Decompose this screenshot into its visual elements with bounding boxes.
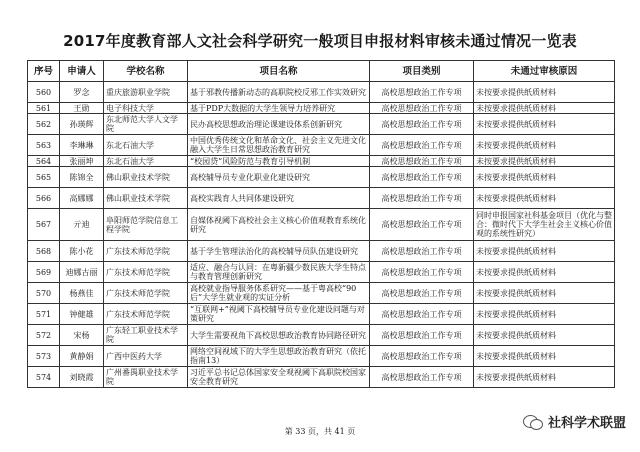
- cell-reason: 未按要求提供纸质材料: [474, 114, 615, 135]
- header-reason: 未通过审核原因: [474, 61, 615, 82]
- cell-reason: 未按要求提供纸质材料: [474, 262, 615, 283]
- table-row: [28, 209, 615, 241]
- cell-no: 562: [28, 114, 60, 135]
- cell-reason: 未按要求提供纸质材料: [474, 82, 615, 103]
- cell-school: 东北师范大学人文学院: [104, 114, 188, 135]
- cell-applicant: 孙瑛辉: [60, 114, 104, 135]
- cell-applicant: 钟健雄: [60, 304, 104, 325]
- cell-no: 567: [28, 209, 60, 241]
- cell-category: 高校思想政治工作专项: [370, 156, 474, 167]
- cell-no: 564: [28, 156, 60, 167]
- wechat-icon: [523, 414, 543, 430]
- cell-project: 自媒体视阈下高校社会主义核心价值观教育系统化研究: [188, 209, 370, 241]
- cell-no: 560: [28, 82, 60, 103]
- cell-reason: 未按要求提供纸质材料: [474, 283, 615, 304]
- cell-reason: 未按要求提供纸质材料: [474, 367, 615, 388]
- cell-reason: 未按要求提供纸质材料: [474, 241, 615, 262]
- cell-category: 高校思想政治工作专项: [370, 304, 474, 325]
- cell-school: 广东技术师范学院: [104, 283, 188, 304]
- cell-no: 572: [28, 325, 60, 346]
- header-category: 项目类别: [370, 61, 474, 82]
- watermark-text: 社科学术联盟: [547, 416, 626, 431]
- table-row: [28, 156, 615, 167]
- table-row: [28, 103, 615, 114]
- cell-reason: 未按要求提供纸质材料: [474, 156, 615, 167]
- cell-reason: 未按要求提供纸质材料: [474, 167, 615, 188]
- watermark: [523, 412, 626, 431]
- header-applicant: 申请人: [60, 61, 104, 82]
- table-header-row: [28, 61, 615, 82]
- cell-no: 568: [28, 241, 60, 262]
- cell-no: 570: [28, 283, 60, 304]
- page-footer: 第 33 页，共 41 页: [284, 427, 356, 436]
- cell-applicant: 宋杨: [60, 325, 104, 346]
- table-row: [28, 325, 615, 346]
- cell-school: 广西中医药大学: [104, 346, 188, 367]
- table-row: [28, 114, 615, 135]
- cell-category: 高校思想政治工作专项: [370, 209, 474, 241]
- cell-project: “互联网+”视阈下高校辅导员专业化建设问题与对策研究: [188, 304, 370, 325]
- cell-no: 563: [28, 135, 60, 156]
- cell-school: 佛山职业技术学院: [104, 188, 188, 209]
- cell-project: 习近平总书记总体国家安全观视阈下高职院校国家安全教育研究: [188, 367, 370, 388]
- cell-no: 565: [28, 167, 60, 188]
- cell-reason: 未按要求提供纸质材料: [474, 325, 615, 346]
- cell-project: 高校辅导员专业化职业化建设研究: [188, 167, 370, 188]
- cell-category: 高校思想政治工作专项: [370, 114, 474, 135]
- cell-reason: 未按要求提供纸质材料: [474, 304, 615, 325]
- cell-school: 阜阳师范学院信息工程学院: [104, 209, 188, 241]
- cell-project: 网络空间视域下的大学生思想政治教育研究（依托指南13）: [188, 346, 370, 367]
- cell-project: 基于邪教传播新动态的高职院校反邪工作实效研究: [188, 82, 370, 103]
- cell-project: 高校实践育人共同体建设研究: [188, 188, 370, 209]
- cell-school: 电子科技大学: [104, 103, 188, 114]
- table-row: [28, 82, 615, 103]
- header-school: 学校名称: [104, 61, 188, 82]
- page-title: 2017年度教育部人文社会科学研究一般项目申报材料审核未通过情况一览表: [63, 32, 577, 50]
- cell-project: 适应、融合与认同：在粤新疆少数民族大学生特点与教育管理创新研究: [188, 262, 370, 283]
- cell-school: 广东技术师范学院: [104, 241, 188, 262]
- cell-applicant: 罗念: [60, 82, 104, 103]
- table-row: [28, 304, 615, 325]
- table-row: [28, 367, 615, 388]
- cell-applicant: 刘晓霞: [60, 367, 104, 388]
- cell-reason: 未按要求提供纸质材料: [474, 103, 615, 114]
- cell-project: 基于学生管理法治化的高校辅导员队伍建设研究: [188, 241, 370, 262]
- review-table: [27, 60, 615, 388]
- table-row: [28, 262, 615, 283]
- cell-no: 571: [28, 304, 60, 325]
- table-row: [28, 241, 615, 262]
- cell-reason: 未按要求提供纸质材料: [474, 346, 615, 367]
- cell-applicant: 陈锦全: [60, 167, 104, 188]
- cell-category: 高校思想政治工作专项: [370, 262, 474, 283]
- cell-school: 东北石油大学: [104, 135, 188, 156]
- cell-applicant: 杨燕佳: [60, 283, 104, 304]
- cell-reason: 未按要求提供纸质材料: [474, 135, 615, 156]
- cell-project: “校园贷”风险防范与教育引导机制: [188, 156, 370, 167]
- cell-school: 佛山职业技术学院: [104, 167, 188, 188]
- cell-no: 561: [28, 103, 60, 114]
- cell-reason: 同时申报国家社科基金项目（优化与整合：微时代下大学生社会主义核心价值观的系统性研究）: [474, 209, 615, 241]
- cell-project: 高校就业指导服务体系研究——基于粤高校“90后”大学生就业观的实证分析: [188, 283, 370, 304]
- cell-category: 高校思想政治工作专项: [370, 283, 474, 304]
- cell-category: 高校思想政治工作专项: [370, 167, 474, 188]
- cell-applicant: 高娜娜: [60, 188, 104, 209]
- cell-no: 574: [28, 367, 60, 388]
- cell-category: 高校思想政治工作专项: [370, 135, 474, 156]
- cell-applicant: 亓迪: [60, 209, 104, 241]
- table-row: [28, 283, 615, 304]
- table-row: [28, 188, 615, 209]
- cell-school: 广东技术师范学院: [104, 304, 188, 325]
- cell-applicant: 张丽坤: [60, 156, 104, 167]
- cell-school: 广州番禺职业技术学院: [104, 367, 188, 388]
- cell-applicant: 李琳琳: [60, 135, 104, 156]
- cell-project: 中国优秀传统文化和革命文化、社会主义先进文化融入大学生日常思想政治教育研究: [188, 135, 370, 156]
- table-row: [28, 346, 615, 367]
- cell-category: 高校思想政治工作专项: [370, 82, 474, 103]
- cell-project: 民办高校思想政治理论课建设体系创新研究: [188, 114, 370, 135]
- table-row: [28, 135, 615, 156]
- cell-category: 高校思想政治工作专项: [370, 346, 474, 367]
- cell-school: 重庆旅游职业学院: [104, 82, 188, 103]
- cell-applicant: 王勋: [60, 103, 104, 114]
- cell-school: 东北石油大学: [104, 156, 188, 167]
- cell-applicant: 黄静娟: [60, 346, 104, 367]
- cell-project: 基于PDP大数据的大学生领导力培养研究: [188, 103, 370, 114]
- cell-no: 573: [28, 346, 60, 367]
- cell-reason: 未按要求提供纸质材料: [474, 188, 615, 209]
- cell-category: 高校思想政治工作专项: [370, 241, 474, 262]
- cell-project: 大学生需要视角下高校思想政治教育协同路径研究: [188, 325, 370, 346]
- cell-category: 高校思想政治工作专项: [370, 188, 474, 209]
- header-no: 序号: [28, 61, 60, 82]
- table-row: [28, 167, 615, 188]
- cell-school: 广东技术师范学院: [104, 262, 188, 283]
- cell-category: 高校思想政治工作专项: [370, 325, 474, 346]
- cell-no: 569: [28, 262, 60, 283]
- cell-applicant: 迪娜古丽: [60, 262, 104, 283]
- cell-category: 高校思想政治工作专项: [370, 367, 474, 388]
- header-project: 项目名称: [188, 61, 370, 82]
- cell-no: 566: [28, 188, 60, 209]
- cell-school: 广东轻工职业技术学院: [104, 325, 188, 346]
- cell-applicant: 陈小花: [60, 241, 104, 262]
- cell-category: 高校思想政治工作专项: [370, 103, 474, 114]
